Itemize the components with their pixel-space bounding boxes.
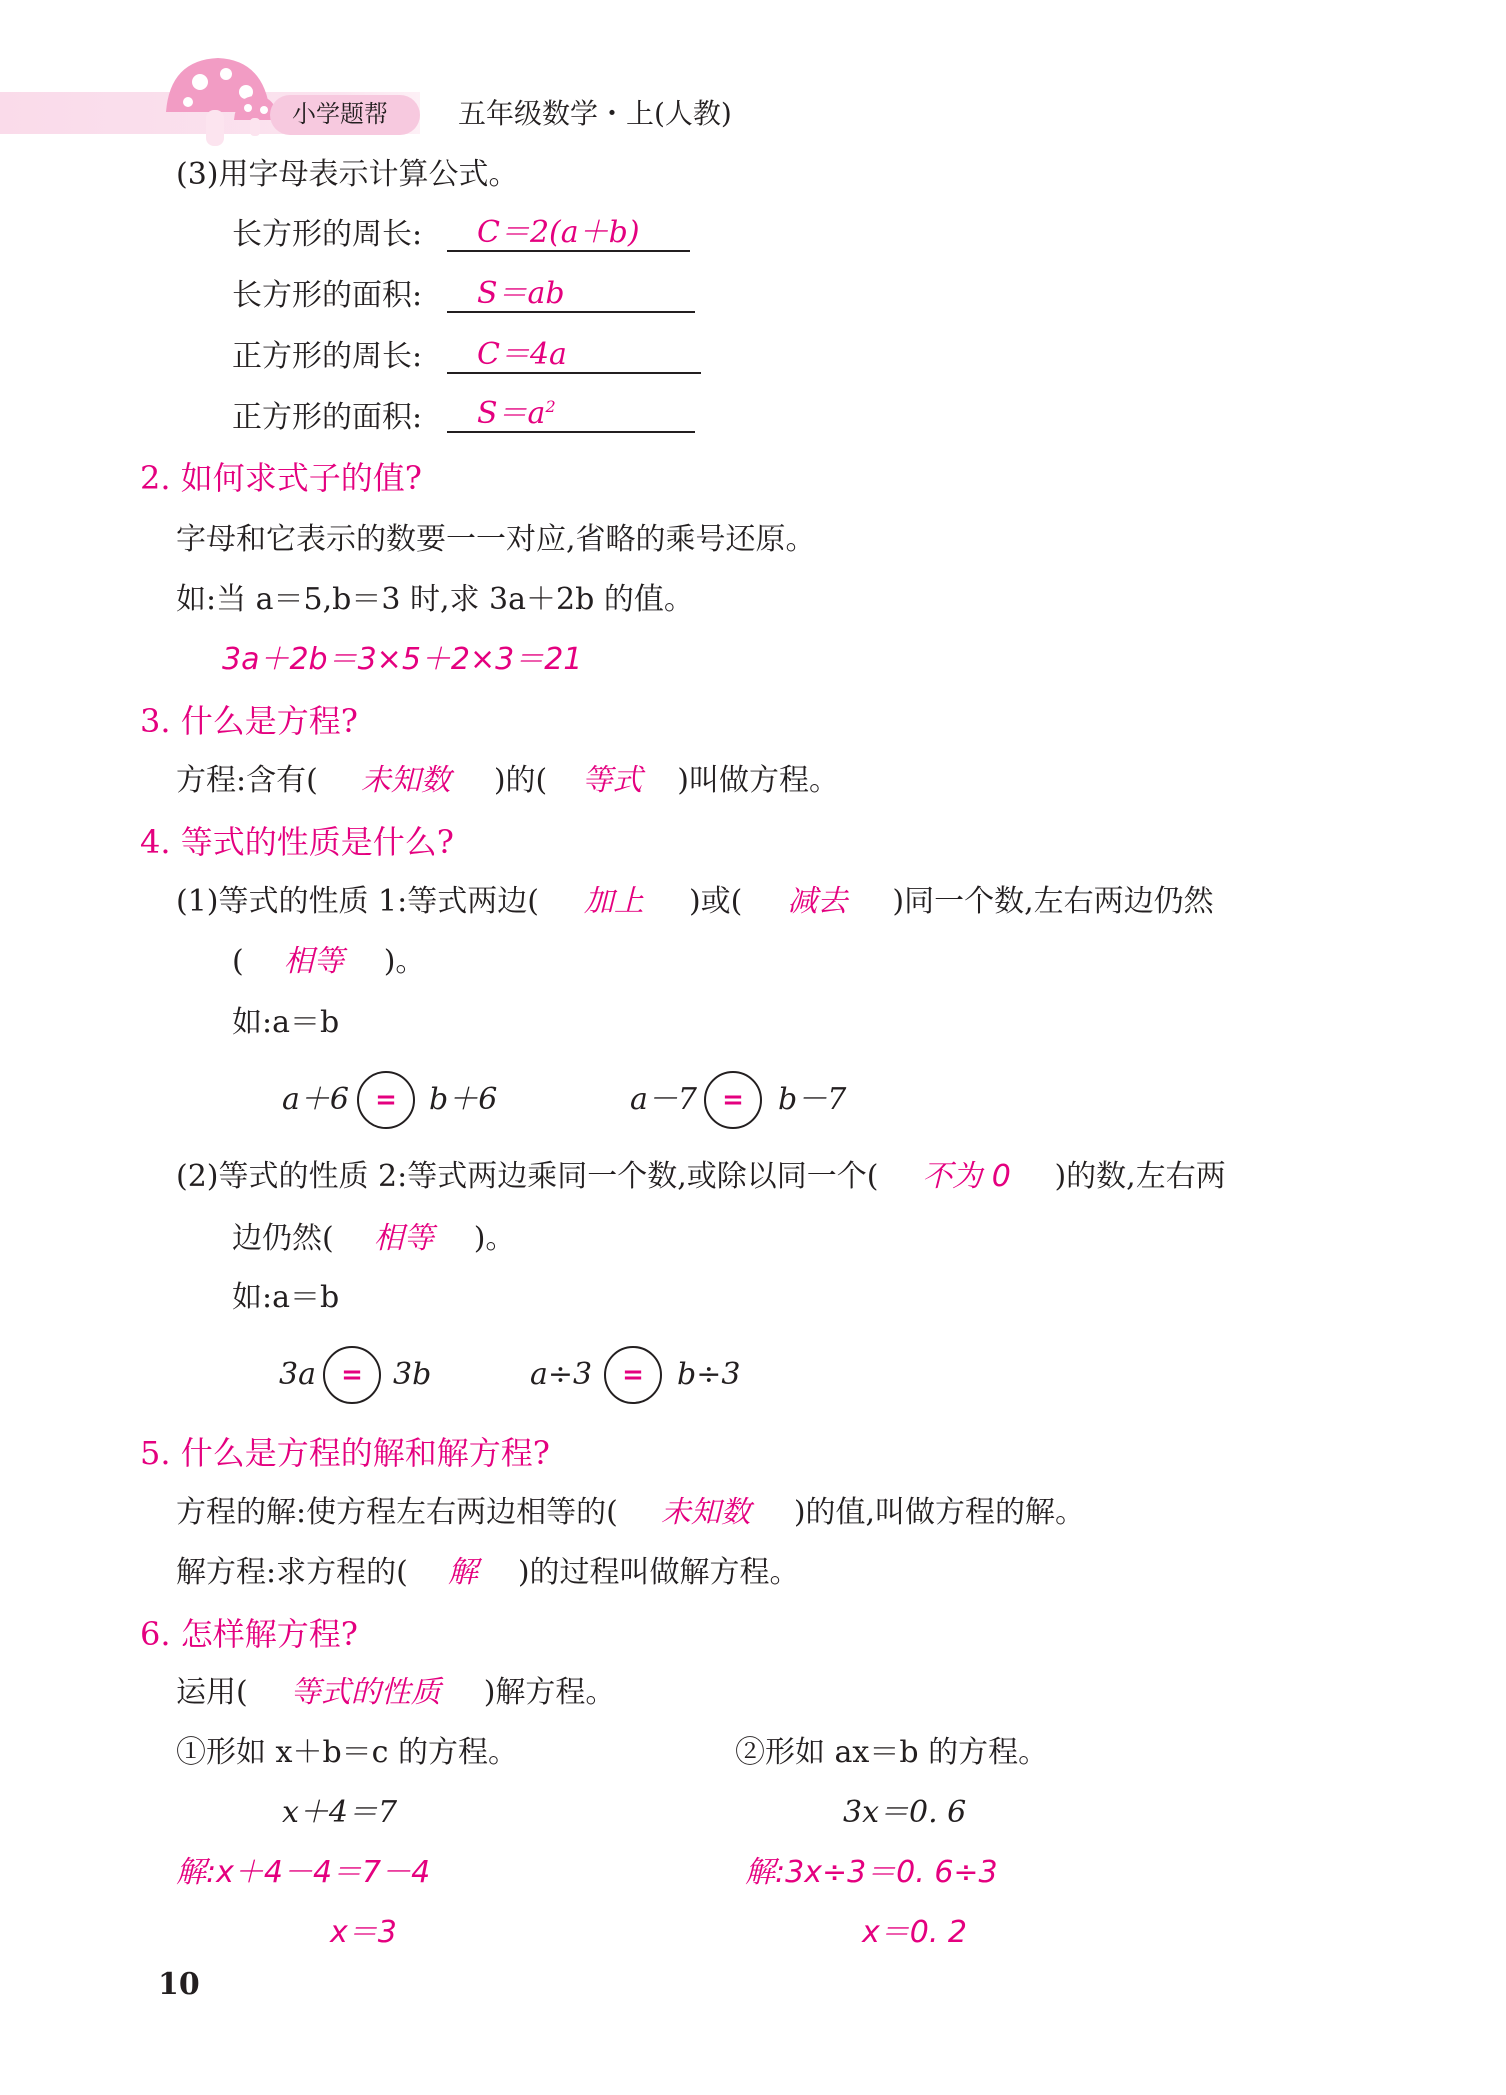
equal-circle: = — [357, 1071, 415, 1129]
q4-p1-line1: (1)等式的性质 1:等式两边( 加上 )或( 减去 )同一个数,左右两边仍然 — [176, 884, 1214, 919]
q4-p1-e1-right: b＋6 — [429, 1082, 498, 1117]
q4-p1-blank-equal: 相等 — [283, 944, 344, 979]
equal-circle: = — [604, 1346, 662, 1404]
q4-p1-blank-add: 加上 — [583, 884, 644, 919]
q4-p1-example: 如:a＝b — [232, 1005, 340, 1040]
q3-blank-unknown: 未知数 — [360, 763, 451, 798]
equal-circle: = — [323, 1346, 381, 1404]
formula-title: (3)用字母表示计算公式。 — [176, 157, 519, 192]
q5-blank-solution: 解 — [447, 1555, 478, 1590]
q6-right-result: x＝0. 2 — [862, 1915, 967, 1950]
q4-p1-e1-left: a＋6 — [282, 1082, 349, 1117]
q2-line2: 如:当 a＝5,b＝3 时,求 3a＋2b 的值。 — [176, 582, 694, 617]
q6-right-equation: 3x＝0. 6 — [843, 1795, 967, 1830]
q4-p2-line2: 边仍然( 相等 )。 — [232, 1221, 516, 1256]
q4-p2-blank-equal: 相等 — [373, 1221, 434, 1256]
question-2-title: 2. 如何求式子的值? — [140, 459, 422, 497]
q4-p2-e1-left: 3a — [279, 1357, 316, 1392]
q5-line1: 方程的解:使方程左右两边相等的( 未知数 )的值,叫做方程的解。 — [176, 1495, 1086, 1530]
question-6-title: 6. 怎样解方程? — [140, 1615, 358, 1653]
q6-line1: 运用( 等式的性质 )解方程。 — [176, 1675, 616, 1710]
question-4-title: 4. 等式的性质是什么? — [140, 823, 454, 861]
formula-label-square-area: 正方形的面积: — [232, 400, 423, 435]
formula-answer-rect-perimeter: C＝2(a＋b) — [447, 218, 690, 252]
subject-title: 五年级数学・上(人教) — [458, 97, 732, 130]
q4-p2-line1: (2)等式的性质 2:等式两边乘同一个数,或除以同一个( 不为 0 )的数,左右两 — [176, 1159, 1226, 1194]
q6-left-equation: x＋4＝7 — [282, 1795, 398, 1830]
q4-p1-line2: ( 相等 )。 — [232, 944, 426, 979]
question-3-title: 3. 什么是方程? — [140, 702, 358, 740]
q4-p2-blank-nonzero: 不为 0 — [922, 1159, 1011, 1194]
equal-circle: = — [704, 1071, 762, 1129]
q5-line2: 解方程:求方程的( 解 )的过程叫做解方程。 — [176, 1555, 800, 1590]
q6-right-head: ②形如 ax＝b 的方程。 — [735, 1735, 1049, 1770]
formula-answer-square-perimeter: C＝4a — [447, 340, 701, 374]
q3-line: 方程:含有( 未知数 )的( 等式 )叫做方程。 — [176, 763, 839, 798]
formula-label-square-perimeter: 正方形的周长: — [232, 339, 423, 374]
q4-p2-e2-left: a÷3 — [530, 1357, 593, 1392]
q6-left-head: ①形如 x＋b＝c 的方程。 — [176, 1735, 518, 1770]
q5-blank-unknown: 未知数 — [660, 1495, 751, 1530]
question-5-title: 5. 什么是方程的解和解方程? — [140, 1434, 550, 1472]
brand-label: 小学题帮 — [292, 100, 388, 128]
q4-p2-example: 如:a＝b — [232, 1280, 340, 1315]
q2-line1: 字母和它表示的数要一一对应,省略的乘号还原。 — [176, 522, 816, 557]
q6-blank-property: 等式的性质 — [290, 1675, 441, 1710]
q6-right-solution: 解:3x÷3＝0. 6÷3 — [745, 1855, 998, 1890]
q2-answer: 3a＋2b＝3×5＋2×3＝21 — [222, 642, 583, 677]
q4-p2-e2-right: b÷3 — [677, 1357, 741, 1392]
formula-label-rect-perimeter: 长方形的周长: — [232, 217, 423, 252]
page-number: 10 — [158, 1967, 200, 2002]
formula-answer-square-area: $S=a^2$ — [447, 399, 695, 433]
q4-p1-blank-subtract: 减去 — [787, 884, 848, 919]
q3-blank-equation: 等式 — [582, 763, 643, 798]
q4-p1-e2-right: b－7 — [778, 1082, 847, 1117]
formula-label-rect-area: 长方形的面积: — [232, 278, 423, 313]
q4-p1-e2-left: a－7 — [630, 1082, 697, 1117]
formula-answer-rect-area: S＝ab — [447, 279, 695, 313]
q4-p2-e1-right: 3b — [393, 1357, 432, 1392]
q6-left-solution: 解:x＋4－4＝7－4 — [176, 1855, 431, 1890]
q6-left-result: x＝3 — [330, 1915, 397, 1950]
